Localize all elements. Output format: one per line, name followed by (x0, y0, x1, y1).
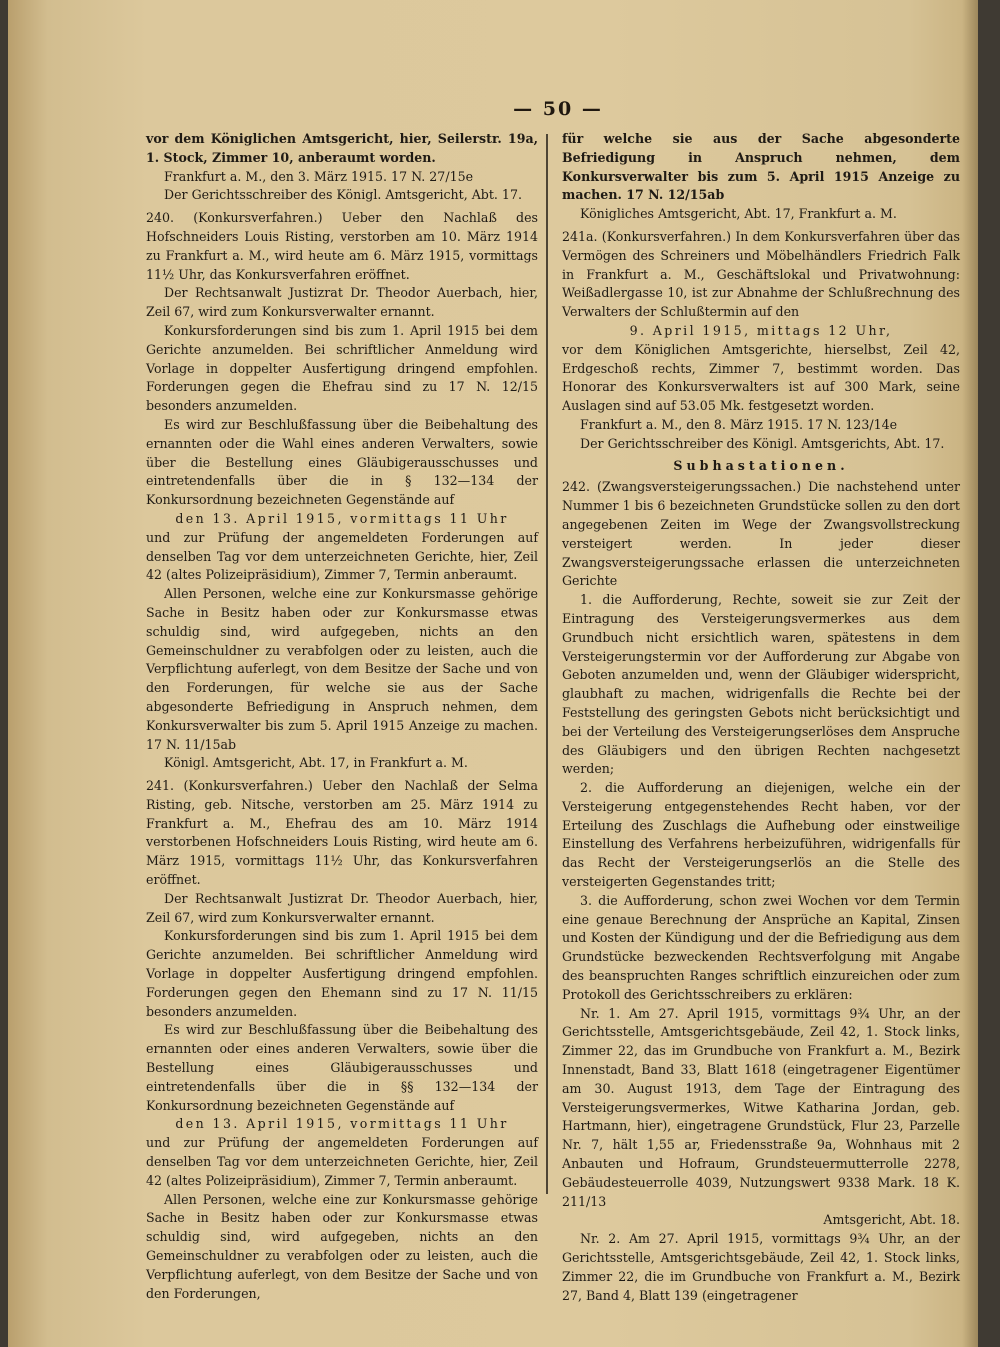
paragraph: Nr. 2. Am 27. April 1915, vormittags 9¾ Uhr, an der Gerichtsstelle, Amtsgerichtsgebäude, Zeil 42, 1. Stock links, Zimmer 22, die im Grundbuche von Frankfurt a. M., Bezirk 27, Band 4, Blatt 139 (eingetragener (562, 1231, 960, 1303)
page-number: — 50 — (513, 98, 603, 120)
paragraph: 241a. (Konkursverfahren.) In dem Konkursverfahren über das Vermögen des Schreiners und Möbelhändlers Friedrich Falk in Frankfurt a. M., Geschäftslokal und Privatwohnung: Weißadlergasse 10, ist zur Abnahme der Schlußrechnung des Verwalters der Schlußtermin auf den (562, 228, 960, 320)
paragraph: und zur Prüfung der angemeldeten Forderungen auf denselben Tag vor dem unterzeichneten Gerichte, hier, Zeil 42 (altes Polizeipräsidium), Zimmer 7, Termin anberaumt. (146, 1135, 538, 1188)
paragraph: Amtsgericht, Abt. 18. (823, 1212, 960, 1228)
paragraph: Königliches Amtsgericht, Abt. 17, Frankfurt a. M. (580, 206, 897, 222)
paragraph: vor dem Königlichen Amtsgerichte, hierselbst, Zeil 42, Erdgeschoß rechts, Zimmer 7, bestimmt worden. Das Honorar des Konkursverwalters ist auf 300 Mark, seine Auslagen sind auf 53.05 Mk. festgesetzt worden. (562, 341, 960, 414)
paragraph: Der Rechtsanwalt Justizrat Dr. Theodor Auerbach, hier, Zeil 67, wird zum Konkursverwalter ernannt. (146, 285, 538, 320)
newspaper-page (8, 0, 978, 1347)
paragraph: für welche sie aus der Sache abgesonderte Befriedigung in Anspruch nehmen, dem Konkursverwalter bis zum 5. April 1915 Anzeige zu machen. 17 N. 12/15ab (562, 131, 960, 203)
paragraph: 241. (Konkursverfahren.) Ueber den Nachlaß der Selma Risting, geb. Nitsche, verstorben am 25. März 1914 zu Frankfurt a. M., Ehefrau des am 10. März 1914 verstorbenen Hofschneiders Louis Risting, wird heute am 6. März 1915, vormittags 11½ Uhr, das Konkursverfahren eröffnet. (146, 778, 538, 888)
left-column (146, 130, 538, 1303)
section-heading: Subhastationen. (673, 457, 849, 473)
paragraph: vor dem Königlichen Amtsgericht, hier, Seilerstr. 19a, 1. Stock, Zimmer 10, anberaumt worden. (146, 131, 538, 165)
paragraph: Königl. Amtsgericht, Abt. 17, in Frankfurt a. M. (164, 755, 468, 771)
paragraph: 2. die Aufforderung an diejenigen, welche ein der Versteigerung entgegenstehendes Recht haben, vor der Erteilung des Zuschlags die Aufhebung oder einstweilige Einstellung des Verfahrens herbeizuführen, widrigenfalls für das Recht der Versteigerungserlös an die Stelle des versteigerten Gegenstandes tritt; (562, 780, 960, 890)
paragraph: Der Gerichtsschreiber des Königl. Amtsgerichts, Abt. 17. (580, 435, 945, 451)
paragraph: Frankfurt a. M., den 3. März 1915. 17 N. 27/15e (164, 168, 474, 184)
paragraph: Der Gerichtsschreiber des Königl. Amtsgericht, Abt. 17. (164, 187, 522, 203)
paragraph: 3. die Aufforderung, schon zwei Wochen vor dem Termin eine genaue Berechnung der Ansprüche an Kapital, Zinsen und Kosten der Kündigung und der die Befriedigung aus dem Grundstücke bezweckenden Rechtsverfolgung mit Angabe des beanspruchten Ranges schriftlich einzureichen oder zum Protokoll des Gerichtsschreibers zu erklären: (562, 892, 960, 1002)
paragraph: Es wird zur Beschlußfassung über die Beibehaltung des ernannten oder die Wahl eines anderen Verwalters, sowie über die Bestellung eines Gläubigerausschusses und eintretendenfalls über die in § 132—134 der Konkursordnung bezeichneten Gegenstände auf (146, 416, 538, 508)
paragraph: Allen Personen, welche eine zur Konkursmasse gehörige Sache in Besitz haben oder zur Konkursmasse etwas schuldig sind, wird aufgegeben, nichts an den Gemeinschuldner zu verabfolgen oder zu leisten, auch die Verpflichtung auferlegt, von dem Besitze der Sache und von den Forderungen, für welche sie aus der Sache abgesonderte Befriedigung in Anspruch nehmen, dem Konkursverwalter bis zum 5. April 1915 Anzeige zu machen. 17 N. 11/15ab (146, 586, 538, 752)
paragraph: und zur Prüfung der angemeldeten Forderungen auf denselben Tag vor dem unterzeichneten Gerichte, hier, Zeil 42 (altes Polizeipräsidium), Zimmer 7, Termin anberaumt. (146, 529, 538, 583)
paragraph: 1. die Aufforderung, Rechte, soweit sie zur Zeit der Eintragung des Versteigerungsvermerkes aus dem Grundbuch nicht ersichtlich waren, spätestens in dem Versteigerungstermin vor der Aufforderung zur Abgabe von Geboten anzumelden und, wenn der Gläubiger widerspricht, glaubhaft zu machen, widrigenfalls die Rechte bei der Feststellung des geringsten Gebots nicht berücksichtigt und bei der Verteilung des Versteigerungserlöses dem Anspruche des Gläubigers und den übrigen Rechten nachgesetzt werden; (562, 592, 960, 777)
paragraph: Der Rechtsanwalt Justizrat Dr. Theodor Auerbach, hier, Zeil 67, wird zum Konkursverwalter ernannt. (146, 890, 538, 925)
paragraph: Es wird zur Beschlußfassung über die Beibehaltung des ernannten oder eines anderen Verwalters, sowie über die Bestellung eines Gläubigerausschusses und eintretendenfalls über die in §§ 132—134 der Konkursordnung bezeichneten Gegenstände auf (146, 1022, 538, 1113)
paragraph: 242. (Zwangsversteigerungssachen.) Die nachstehend unter Nummer 1 bis 6 bezeichneten Grundstücke sollen zu den dort angegebenen Zeiten im Wege der Zwangsvollstreckung versteigert werden. In jeder dieser Zwangsversteigerungssache erlassen die unterzeichneten Gerichte (562, 479, 960, 589)
right-column (562, 130, 960, 1305)
column-divider (546, 134, 548, 1194)
paragraph: 240. (Konkursverfahren.) Ueber den Nachlaß des Hofschneiders Louis Risting, verstorben am 10. März 1914 zu Frankfurt a. M., wird heute am 6. März 1915, vormittags 11½ Uhr, das Konkursverfahren eröffnet. (146, 210, 538, 282)
paragraph: den 13. April 1915, vormittags 11 Uhr (175, 510, 509, 526)
paragraph: Allen Personen, welche eine zur Konkursmasse gehörige Sache in Besitz haben oder zur Konkursmasse etwas schuldig sind, wird aufgegeben, nichts an den Gemeinschuldner zu verabfolgen oder zu leisten, auch die Verpflichtung auferlegt, von dem Besitze der Sache und von den Forderungen, (146, 1191, 538, 1301)
paragraph: Nr. 1. Am 27. April 1915, vormittags 9¾ Uhr, an der Gerichtsstelle, Amtsgerichtsgebäude, Zeil 42, 1. Stock links, Zimmer 22, das im Grundbuche von Frankfurt a. M., Bezirk Innenstadt, Band 33, Blatt 1618 (eingetragener Eigentümer am 30. August 1913, dem Tage der Eintragung des Versteigerungsvermerkes, Witwe Katharina Jordan, geb. Hartmann, hier), eingetragene Grundstück, Flur 23, Parzelle Nr. 7, hält 1,55 ar, Friedensstraße 9a, Wohnhaus mit 2 Anbauten und Hofraum, Grundsteuermutterrolle 2278, Gebäudesteuerrolle 4039, Nutzungswert 9338 Mark. 18 K. 211/13 (562, 1005, 960, 1209)
paragraph: 9. April 1915, mittags 12 Uhr, (629, 322, 893, 338)
paragraph: den 13. April 1915, vormittags 11 Uhr (175, 1116, 509, 1132)
paragraph: Konkursforderungen sind bis zum 1. April 1915 bei dem Gerichte anzumelden. Bei schriftlicher Anmeldung wird Vorlage in doppelter Ausfertigung dringend empfohlen. Forderungen gegen die Ehefrau sind zu 17 N. 12/15 besonders anzumelden. (146, 322, 538, 414)
paragraph: Konkursforderungen sind bis zum 1. April 1915 bei dem Gerichte anzumelden. Bei schriftlicher Anmeldung wird Vorlage in doppelter Ausfertigung dringend empfohlen. Forderungen gegen den Ehemann sind zu 17 N. 11/15 besonders anzumelden. (146, 928, 538, 1019)
paragraph: Frankfurt a. M., den 8. März 1915. 17 N. 123/14e (580, 416, 898, 432)
